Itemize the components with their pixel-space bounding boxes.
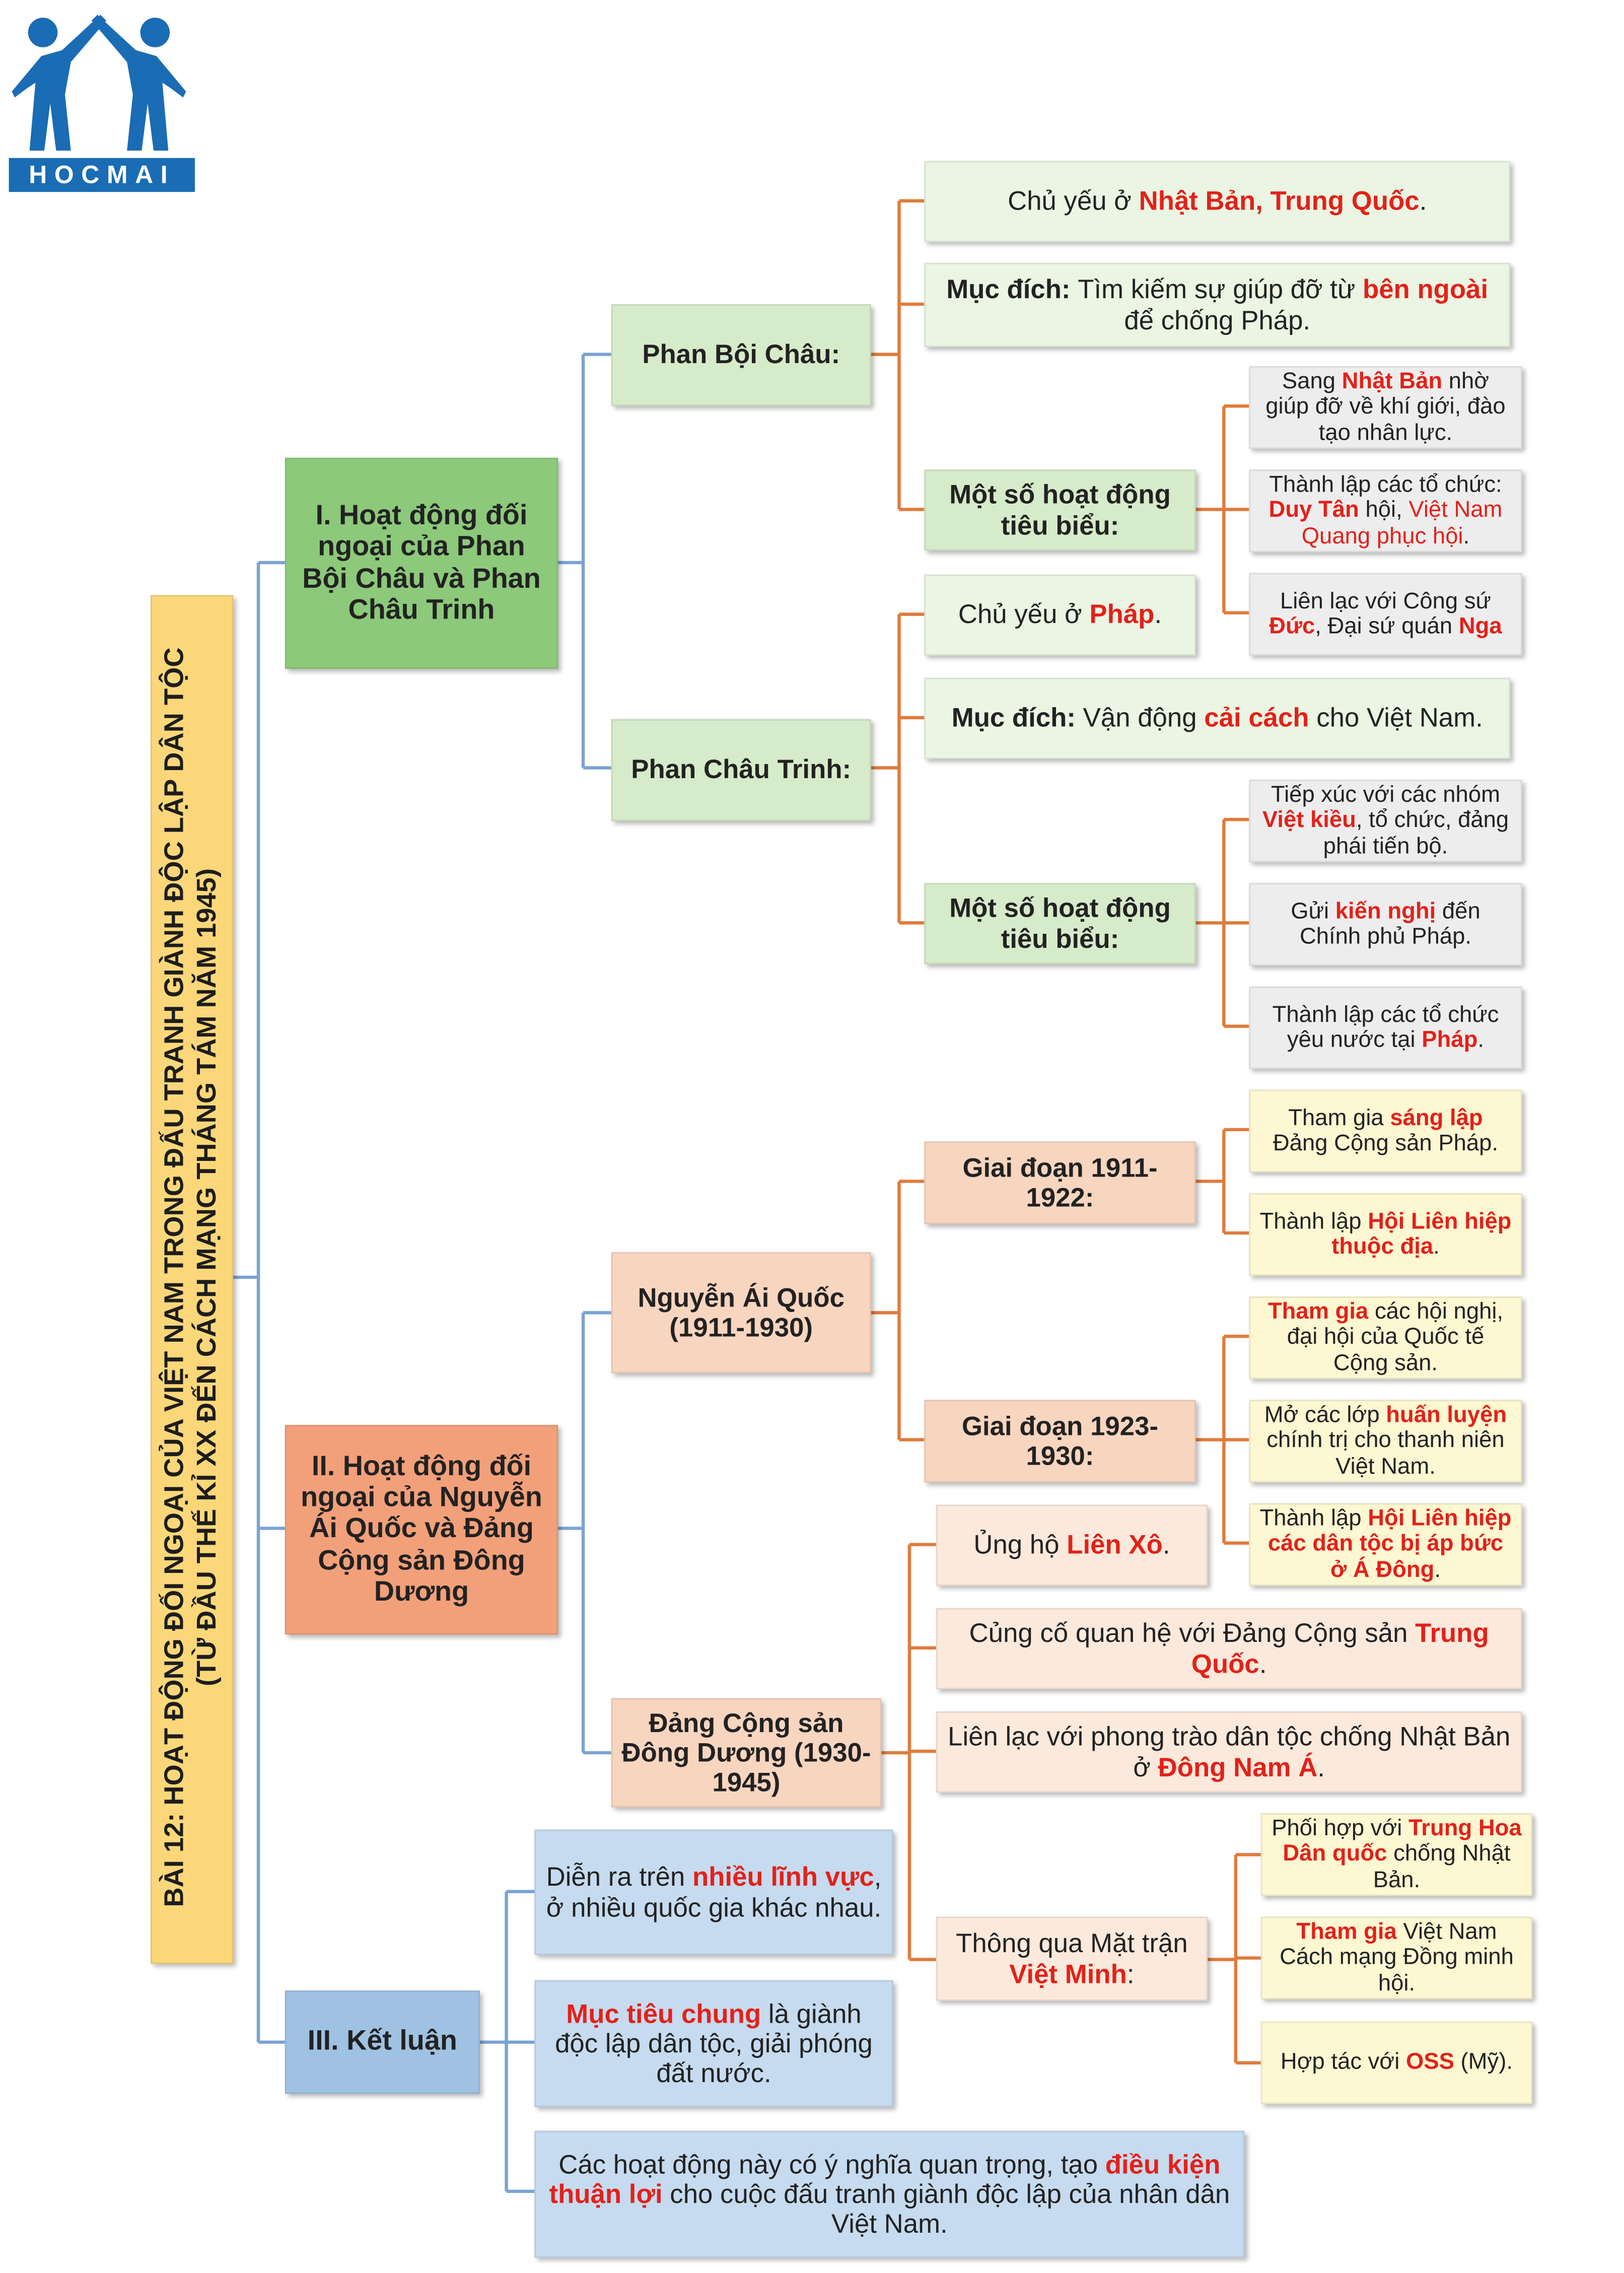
dcs-item1-node: Ủng hộ Liên Xô. — [936, 1505, 1208, 1586]
naq-p1-item2-node: Thành lập Hội Liên hiệp thuộc địa. — [1249, 1193, 1522, 1276]
pbc-node: Phan Bội Châu: — [611, 304, 871, 406]
naq-p2-item3-node: Thành lập Hội Liên hiệp các dân tộc bị áp bức ở Á Đông. — [1249, 1503, 1522, 1586]
naq-p1-item1-node: Tham gia sáng lập Đảng Cộng sản Pháp. — [1249, 1090, 1522, 1173]
people-logo-icon — [3, 6, 195, 160]
pct-acts-connector — [1196, 819, 1249, 1026]
pct-act2-node: Gửi kiến nghị đến Chính phủ Pháp. — [1249, 883, 1522, 966]
naq-p2-node: Giai đoạn 1923-1930: — [924, 1400, 1195, 1482]
pct-where-node: Chủ yếu ở Pháp. — [924, 574, 1195, 655]
naq-p2-item1-node: Tham gia các hội nghị, đại hội của Quốc tế Cộng sản. — [1249, 1296, 1522, 1379]
pct-act1-node: Tiếp xúc với các nhóm Việt kiều, tổ chức, đảng phái tiến bộ. — [1249, 780, 1522, 862]
section3-connector — [480, 1892, 534, 2191]
pbc-acts-connector — [1196, 406, 1249, 612]
viet-minh-node: Thông qua Mặt trận Việt Minh: — [936, 1916, 1208, 2001]
naq-p2-item2-node: Mở các lớp huấn luyện chính trị cho thanh niên Việt Nam. — [1249, 1400, 1522, 1482]
pct-act3-node: Thành lập các tổ chức yêu nước tại Pháp. — [1249, 986, 1522, 1069]
dcs-item3-node: Liên lạc với phong trào dân tộc chống Nhật Bản ở Đông Nam Á. — [936, 1711, 1522, 1793]
section2-node: II. Hoạt động đối ngoại của Nguyễn Ái Quốc và Đảng Cộng sản Đông Dương — [285, 1425, 558, 1634]
lesson-title-line2: (TỪ ĐẦU THẾ KỈ XX ĐẾN CÁCH MẠNG THÁNG TÁM NĂM 1945) — [190, 868, 222, 1687]
pbc-aim-node: Mục đích: Tìm kiếm sự giúp đỡ từ bên ngoài để chống Pháp. — [924, 263, 1510, 347]
pbc-act1-node: Sang Nhật Bản nhờ giúp đỡ về khí giới, đào tạo nhân lực. — [1249, 366, 1522, 449]
section1-connector — [558, 355, 611, 768]
pct-acts-node: Một số hoạt động tiêu biểu: — [924, 883, 1195, 964]
conclusion3-node: Các hoạt động này có ý nghĩa quan trọng, tạo điều kiện thuận lợi cho cuộc đấu tranh giành độc lập của nhân dân Việt Nam. — [534, 2131, 1244, 2258]
conclusion1-node: Diễn ra trên nhiều lĩnh vực, ở nhiều quốc gia khác nhau. — [534, 1830, 893, 1955]
section3-node: III. Kết luận — [285, 1990, 480, 2094]
naq-connector — [871, 1181, 925, 1439]
lesson-title-line1: BÀI 12: HOẠT ĐỘNG ĐỐI NGOẠI CỦA VIỆT NAM TRONG ĐẤU TRANH GIÀNH ĐỘC LẬP DÂN TỘC — [158, 647, 189, 1907]
pct-aim-node: Mục đích: Vận động cải cách cho Việt Nam. — [924, 678, 1510, 759]
lesson-title — [158, 594, 223, 1960]
naq-p1-connector — [1196, 1130, 1249, 1233]
pbc-where-node: Chủ yếu ở Nhật Bản, Trung Quốc. — [924, 161, 1510, 242]
pbc-act2-node: Thành lập các tổ chức: Duy Tân hội, Việt Nam Quang phục hội. — [1249, 469, 1522, 552]
pct-node: Phan Châu Trinh: — [611, 719, 871, 821]
dcs-node: Đảng Cộng sản Đông Dương (1930-1945) — [611, 1698, 882, 1808]
naq-node: Nguyễn Ái Quốc (1911-1930) — [611, 1252, 871, 1373]
pbc-acts-node: Một số hoạt động tiêu biểu: — [924, 469, 1195, 550]
dcs-item2-node: Củng cố quan hệ với Đảng Cộng sản Trung Quốc. — [936, 1608, 1522, 1689]
vm-item2-node: Tham gia Việt Nam Cách mạng Đồng minh hội. — [1261, 1916, 1532, 1999]
naq-p1-node: Giai đoạn 1911-1922: — [924, 1141, 1195, 1224]
logo-wordmark: HOCMAI — [9, 158, 195, 192]
conclusion2-node: Mục tiêu chung là giành độc lập dân tộc, giải phóng đất nước. — [534, 1980, 893, 2107]
trunk-branches — [258, 563, 285, 2042]
pct-connector — [871, 614, 925, 923]
vm-item3-node: Hợp tác với OSS (Mỹ). — [1261, 2022, 1532, 2104]
hocmai-logo — [3, 6, 195, 189]
pbc-act3-node: Liên lạc với Công sứ Đức, Đại sứ quán Nga — [1249, 573, 1522, 656]
section1-node: I. Hoạt động đối ngoại của Phan Bội Châu và Phan Châu Trinh — [285, 458, 558, 669]
section2-connector — [558, 1313, 611, 1753]
vm-item1-node: Phối hợp với Trung Hoa Dân quốc chống Nhật Bản. — [1261, 1813, 1532, 1896]
vm-connector — [1208, 1854, 1261, 2062]
pbc-connector — [871, 201, 925, 510]
